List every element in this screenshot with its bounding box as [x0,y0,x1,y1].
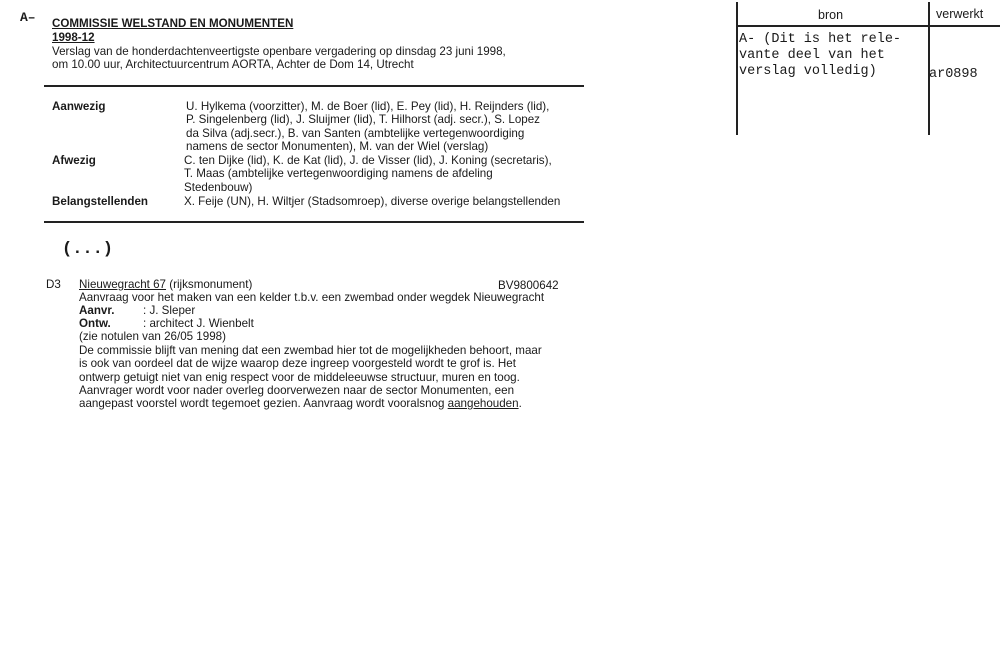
margin-mark: A– [20,10,36,25]
subtitle-line: om 10.00 uur, Architectuurcentrum AORTA, Achter de Dom 14, Utrecht [52,58,414,71]
divider [44,85,584,87]
report-number: 1998-12 [52,31,95,44]
applicant-label: Aanvr. [79,304,115,317]
decision: aangehouden [447,397,519,411]
committee-title: COMMISSIE WELSTAND EN MONUMENTEN [52,17,294,30]
item-reference: BV9800642 [498,279,559,292]
value-line: namens de sector Monumenten), M. van der Wiel (verslag) [186,139,489,153]
item-code: D3 [46,278,61,291]
attendance-value [186,100,549,153]
attendance-value [184,195,560,208]
attendance-label: Belangstellenden [52,195,148,208]
bron-line: A- (Dit is het rele- [739,32,902,47]
applicant: : J. Sleper [143,304,196,317]
subtitle-line: Verslag van de honderdachtenveertigste openbare vergadering op dinsdag 23 juni 1998, [52,45,506,58]
value-line: X. Feije (UN), H. Wiltjer (Stadsomroep), diverse overige belangstellenden [184,195,561,208]
value-line: P. Singelenberg (lid), J. Sluijmer (lid), T. Hilhorst (adj. secr.), S. Lopez [186,113,540,127]
item-status: (rijksmonument) [166,278,253,291]
designer: : architect J. Wienbelt [143,317,254,330]
value-line: da Silva (adj.secr.), B. van Santen (ambtelijke vertegenwoordiging [186,126,525,140]
body-text: . [518,397,522,411]
item-note: (zie notulen van 26/05 1998) [79,330,226,343]
item-request: Aanvraag voor het maken van een kelder t.b.v. een zwembad onder wegdek Nieuwegracht [79,291,545,304]
attendance-label: Aanwezig [52,100,106,113]
table-border [736,25,1000,27]
value-line: Stedenbouw) [184,180,253,194]
item-body [79,344,542,410]
column-header-verwerkt: verwerkt [936,7,984,21]
body-line: is ook van oordeel dat de wijze waarop deze ingreep voorgesteld wordt te grof is. Het [79,357,516,371]
column-header-bron: bron [818,8,844,22]
body-text: aangepast voorstel wordt tegemoet gezien. Aanvraag wordt vooralsnog [79,397,448,411]
verwerkt-entry: ar0898 [929,67,978,82]
designer-label: Ontw. [79,317,111,330]
item-address: Nieuwegracht 67 [79,278,167,291]
body-line [79,397,542,410]
body-line: De commissie blijft van mening dat een zwembad hier tot de mogelijkheden behoort, maar [79,344,542,357]
bron-line: vante deel van het [739,48,885,63]
value-line: U. Hylkema (voorzitter), M. de Boer (lid), E. Pey (lid), H. Reijnders (lid), [186,100,550,113]
item-heading [79,278,252,291]
value-line: T. Maas (ambtelijke vertegenwoordiging namens de afdeling [184,167,493,181]
divider [44,221,584,223]
bron-entry [739,32,901,80]
attendance-label: Afwezig [52,154,96,167]
attendance-value [184,154,552,194]
ellipsis: (...) [62,240,114,259]
bron-line: verslag volledig) [739,64,877,79]
table-border [736,2,738,135]
value-line: C. ten Dijke (lid), K. de Kat (lid), J. de Visser (lid), J. Koning (secretaris), [184,154,552,167]
body-line: Aanvrager wordt voor nader overleg doorverwezen naar de sector Monumenten, een [79,383,515,397]
body-line: ontwerp getuigt niet van enig respect voor de middeleeuwse structuur, muren en toog. [79,370,520,384]
